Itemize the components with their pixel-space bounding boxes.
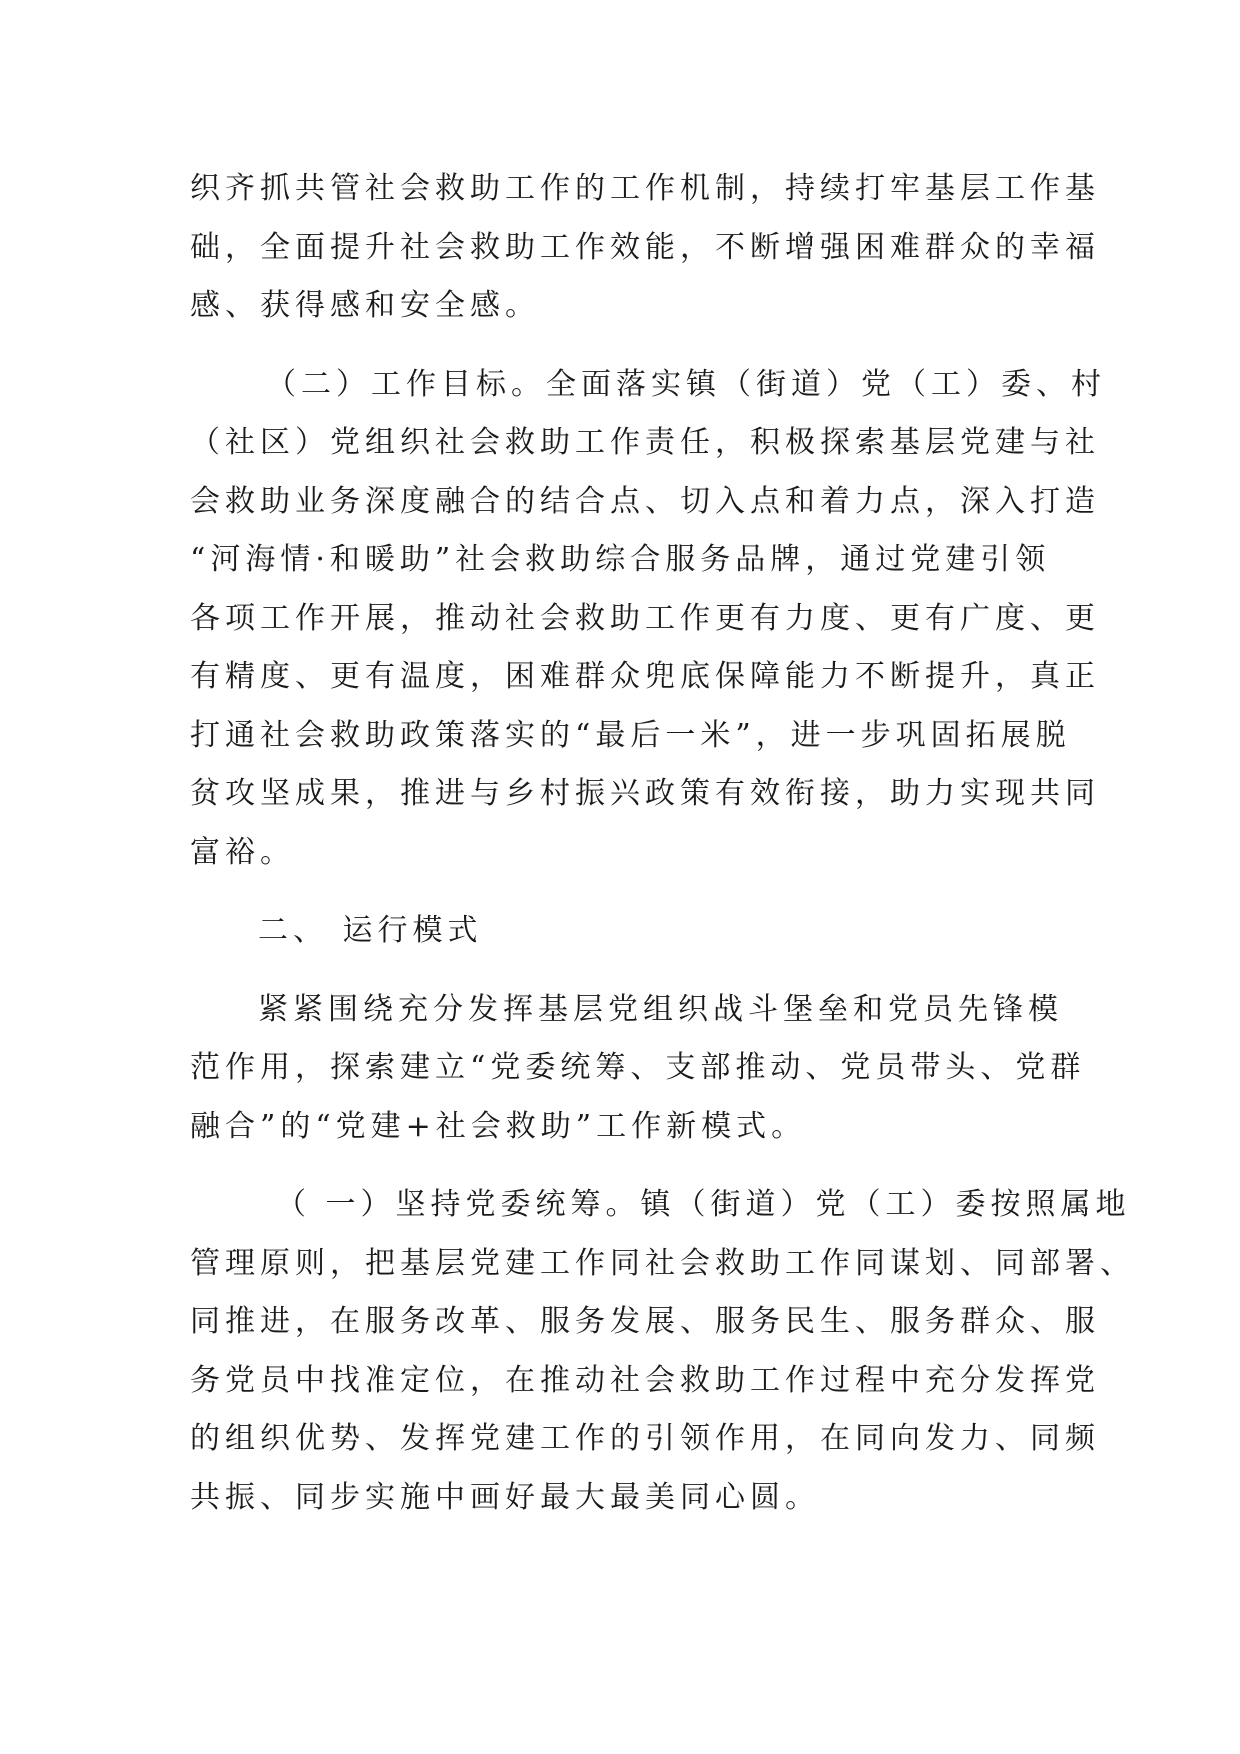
- text-line: 础，全面提升社会救助工作效能，不断增强困难群众的幸福: [190, 229, 1100, 265]
- text-line: 管理原则，把基层党建工作同社会救助工作同谋划、同部署、: [190, 1245, 1135, 1281]
- text-line: 会救助业务深度融合的结合点、切入点和着力点，深入打造: [190, 483, 1100, 519]
- text-line: 有精度、更有温度，困难群众兜底保障能力不断提升，真正: [190, 659, 1100, 694]
- text-line: （二）工作目标。全面落实镇（街道）党（工）委、村: [266, 366, 1106, 402]
- text-line: 同推进，在服务改革、服务发展、服务民生、服务群众、服: [190, 1304, 1100, 1339]
- text-line: 务党员中找准定位，在推动社会救助工作过程中充分发挥党: [190, 1362, 1100, 1398]
- text-line: 融合”的“党建+社会救助”工作新模式。: [190, 1108, 807, 1144]
- text-line: 感、获得感和安全感。: [190, 288, 540, 323]
- paragraph: [190, 356, 1106, 883]
- text-line: 各项工作开展，推动社会救助工作更有力度、更有广度、更: [190, 600, 1100, 636]
- text-line: （社区）党组织社会救助工作责任，积极探索基层党建与社: [190, 425, 1100, 460]
- document-body: [190, 160, 1135, 1527]
- text-line: 贫攻坚成果，推进与乡村振兴政策有效衔接，助力实现共同: [190, 776, 1100, 811]
- text-line: “河海情·和暖助”社会救助综合服务品牌，通过党建引领: [190, 542, 1051, 577]
- text-line: 织齐抓共管社会救助工作的工作机制，持续打牢基层工作基: [190, 171, 1100, 206]
- text-line: 范作用，探索建立“党委统筹、支部推动、党员带头、党群: [190, 1050, 1086, 1085]
- section-heading: [190, 902, 1058, 961]
- text-line: 富裕。: [190, 834, 295, 870]
- text-line: （ 一）坚持党委统筹。镇（街道）党（工）委按照属地: [276, 1187, 1131, 1222]
- text-line: 打通社会救助政策落实的“最后一米”，进一步巩固拓展脱: [190, 717, 1071, 753]
- text-line: 的组织优势、发挥党建工作的引领作用，在同向发力、同频: [190, 1421, 1100, 1456]
- paragraph: [190, 160, 1100, 336]
- text-line: 紧紧围绕充分发挥基层党组织战斗堡垒和党员先锋模: [258, 991, 1063, 1027]
- text-line: 共振、同步实施中画好最大最美同心圆。: [190, 1479, 820, 1515]
- heading-line: 二、 运行模式: [258, 913, 483, 948]
- paragraph: [190, 981, 1086, 1157]
- paragraph: [190, 1176, 1135, 1527]
